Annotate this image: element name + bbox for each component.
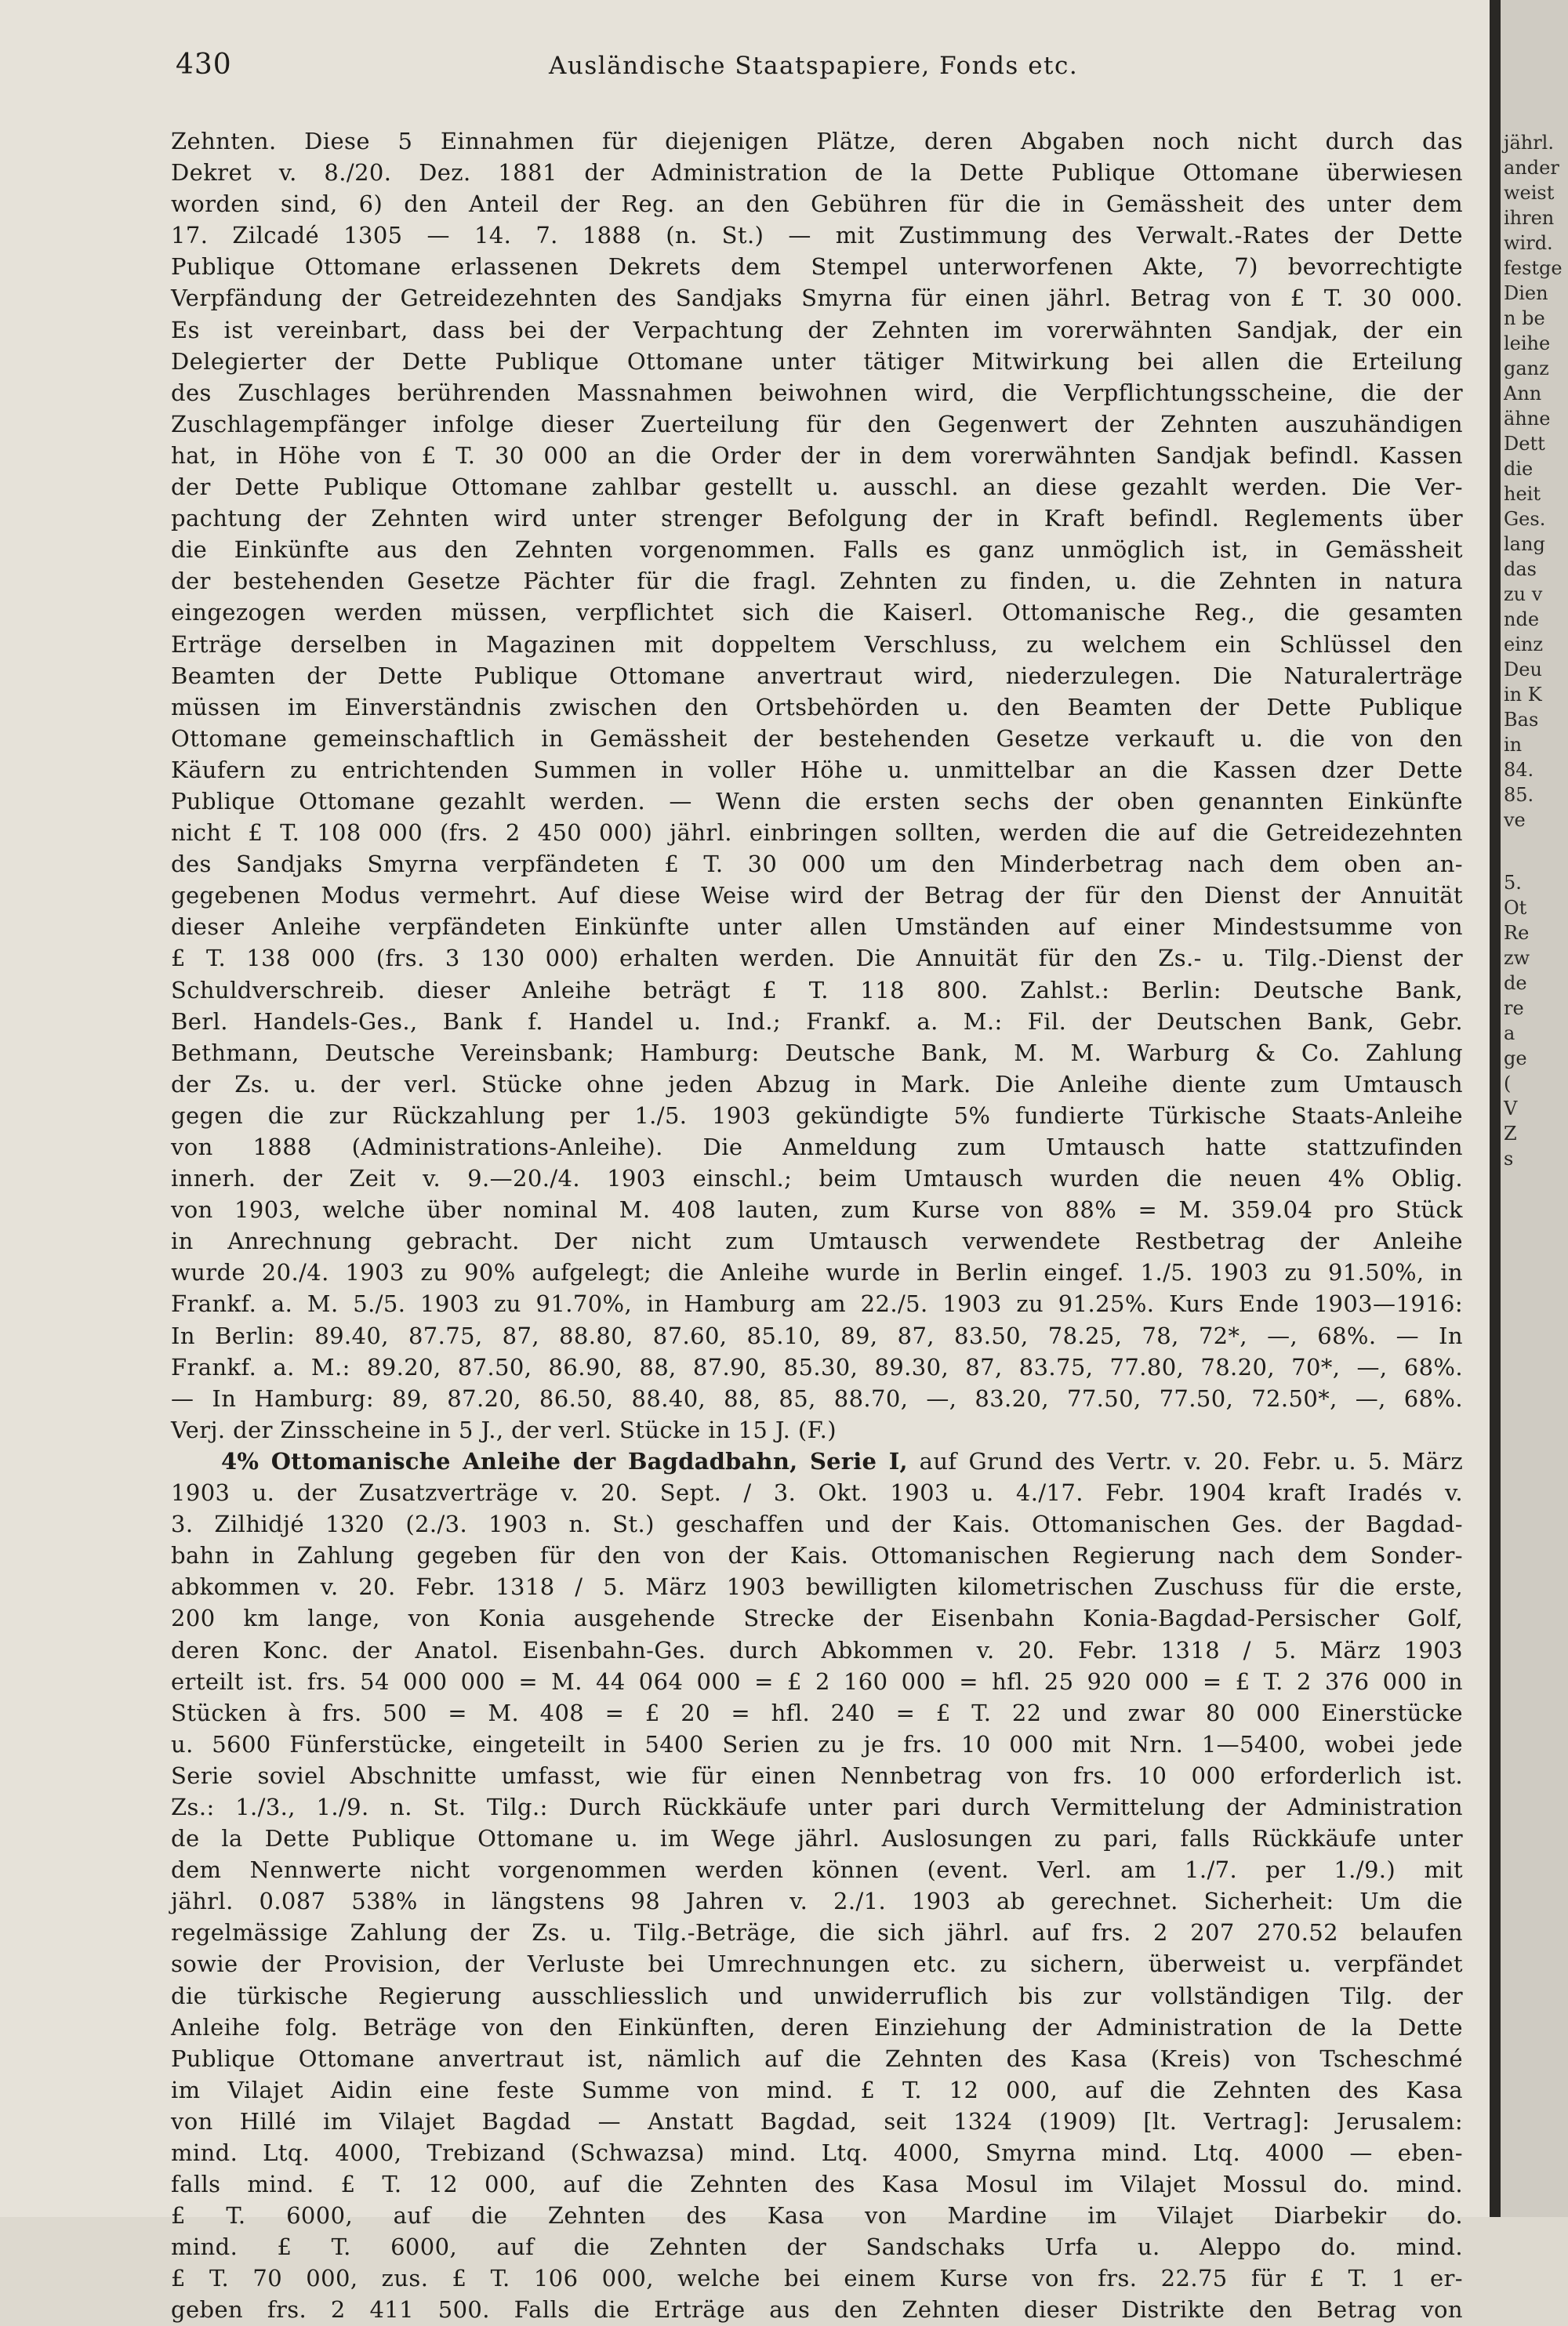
text-line: £ T. 138 000 (frs. 3 130 000) erhalten werden. Die Annuität für den Zs.- u. Tilg.-Dienst der [171, 945, 1463, 972]
adjacent-text: ( [1504, 1072, 1512, 1094]
text-line: Frankf. a. M. 5./5. 1903 zu 91.70%, in Hamburg am 22./5. 1903 zu 91.25%. Kurs Ende 1903—1916: [171, 1290, 1463, 1318]
adjacent-text: ander [1504, 157, 1559, 179]
page-number: 430 [176, 49, 232, 81]
text-line: dem Nennwerte nicht vorgenommen werden können (event. Verl. am 1./7. per 1./9.) mit [171, 1856, 1463, 1884]
text-line: Delegierter der Dette Publique Ottomane unter tätiger Mitwirkung bei allen die Erteilung [171, 347, 1463, 375]
text-line: müssen im Einverständnis zwischen den Ortsbehörden u. den Beamten der Dette Publique [171, 693, 1463, 720]
adjacent-text: Ges. [1504, 508, 1546, 530]
text-line: Publique Ottomane gezahlt werden. — Wenn die ersten sechs der oben genannten Einkünfte [171, 787, 1463, 815]
text-line: Bethmann, Deutsche Vereinsbank; Hamburg: Deutsche Bank, M. M. Warburg & Co. Zahlung [171, 1039, 1463, 1066]
text-line: von 1888 (Administrations-Anleihe). Die Anmeldung zum Umtausch hatte stattzufinden [171, 1134, 1463, 1160]
text-line: der bestehenden Gesetze Pächter für die fragl. Zehnten zu finden, u. die Zehnten in natura [171, 568, 1463, 595]
adjacent-text: leihe [1504, 332, 1551, 354]
adjacent-text: Z [1504, 1123, 1517, 1145]
adjacent-text: de [1504, 972, 1527, 994]
text-line: nicht £ T. 108 000 (frs. 2 450 000) jährl. einbringen sollten, werden die auf die Getreidezehnten [171, 819, 1463, 847]
text-line: gegebenen Modus vermehrt. Auf diese Weise wird der Betrag der für den Dienst der Annuität [171, 882, 1463, 909]
adjacent-text: V [1504, 1098, 1518, 1119]
text-line: in Anrechnung gebracht. Der nicht zum Umtausch verwendete Restbetrag der Anleihe [171, 1228, 1463, 1255]
text-line: hat, in Höhe von £ T. 30 000 an die Order der in dem vorerwähnten Sandjak befindl. Kassen [171, 441, 1463, 469]
text-line: deren Konc. der Anatol. Eisenbahn-Ges. durch Abkommen v. 20. Febr. 1318 / 5. März 1903 [171, 1636, 1463, 1664]
adjacent-text: s [1504, 1148, 1514, 1170]
text-line [171, 1446, 1463, 1477]
adjacent-text: in [1504, 734, 1523, 756]
text-line: In Berlin: 89.40, 87.75, 87, 88.80, 87.60, 85.10, 89, 87, 83.50, 78.25, 78, 72*, —, 68%. — In [171, 1322, 1463, 1349]
text-line: Verj. der Zinsscheine in 5 J., der verl. Stücke in 15 J. (F.) [171, 1416, 837, 1443]
text-line: de la Dette Publique Ottomane u. im Wege jährl. Auslosungen zu pari, falls Rückkäufe unter [171, 1825, 1463, 1852]
adjacent-text: einz [1504, 633, 1543, 655]
text-line: geben frs. 2 411 500. Falls die Erträge aus den Zehnten dieser Distrikte den Betrag von [171, 2296, 1463, 2324]
text-line: falls mind. £ T. 12 000, auf die Zehnten des Kasa Mosul im Vilajet Mossul do. mind. [171, 2171, 1463, 2198]
text-line: u. 5600 Fünferstücke, eingeteilt in 5400 Serien zu je frs. 10 000 mit Nrn. 1—5400, wobei jede [171, 1730, 1463, 1758]
adjacent-text: jährl. [1504, 132, 1554, 154]
adjacent-text: Bas [1504, 709, 1539, 731]
text-line: worden sind, 6) den Anteil der Reg. an den Gebühren für die in Gemässheit des unter dem [171, 191, 1463, 218]
text-line: wurde 20./4. 1903 zu 90% aufgelegt; die Anleihe wurde in Berlin eingef. 1./5. 1903 zu 91.50%, in [171, 1259, 1463, 1286]
adjacent-page-fragment [1501, 0, 1568, 2217]
text-line: Schuldverschreib. dieser Anleihe beträgt £ T. 118 800. Zahlst.: Berlin: Deutsche Bank, [171, 976, 1463, 1003]
adjacent-text: Dien [1504, 282, 1548, 304]
adjacent-text: lang [1504, 533, 1545, 555]
text-line: Erträge derselben in Magazinen mit doppeltem Verschluss, zu welchem ein Schlüssel den [171, 630, 1463, 658]
adjacent-text: ähne [1504, 408, 1551, 430]
text-line: Zuschlagempfänger infolge dieser Zuerteilung für den Gegenwert der Zehnten auszuhändigen [171, 410, 1463, 437]
paragraph-bagdadbahn [171, 1446, 1463, 2326]
text-line: Ottomane gemeinschaftlich in Gemässheit der bestehenden Gesetze verkauft u. die von den [171, 724, 1463, 752]
text-line: mind. £ T. 6000, auf die Zehnten der Sandschaks Urfa u. Aleppo do. mind. [171, 2233, 1463, 2261]
text-line: 200 km lange, von Konia ausgehende Strecke der Eisenbahn Konia-Bagdad-Persischer Golf, [171, 1605, 1463, 1632]
text-line: im Vilajet Aidin eine feste Summe von mind. £ T. 12 000, auf die Zehnten des Kasa [171, 2076, 1463, 2103]
text-line: der Zs. u. der verl. Stücke ohne jeden Abzug in Mark. Die Anleihe diente zum Umtausch [171, 1070, 1463, 1098]
text-line: die Einkünfte aus den Zehnten vorgenommen. Falls es ganz unmöglich ist, in Gemässheit [171, 536, 1463, 564]
adjacent-text: Dett [1504, 433, 1545, 455]
text-line: gegen die zur Rückzahlung per 1./5. 1903 gekündigte 5% fundierte Türkische Staats-Anleihe [171, 1101, 1463, 1129]
text-line: eingezogen werden müssen, verpflichtet sich die Kaiserl. Ottomanische Reg., die gesamten [171, 599, 1463, 626]
adjacent-text: zu v [1504, 583, 1543, 605]
adjacent-text: nde [1504, 608, 1540, 630]
text-line: abkommen v. 20. Febr. 1318 / 5. März 1903 bewilligten kilometrischen Zuschuss für die erste, [171, 1573, 1463, 1601]
page-gutter [1490, 0, 1501, 2217]
adjacent-text: weist [1504, 182, 1555, 204]
text-line: dieser Anleihe verpfändeten Einkünfte unter allen Umständen auf einer Mindestsumme von [171, 913, 1463, 941]
text-line: £ T. 6000, auf die Zehnten des Kasa von Mardine im Vilajet Diarbekir do. [171, 2202, 1463, 2230]
paragraph-dette-publique [171, 125, 1463, 1446]
text-line: jährl. 0.087 538% in längstens 98 Jahren v. 2./1. 1903 ab gerechnet. Sicherheit: Um die [171, 1888, 1463, 1915]
text-line: £ T. 70 000, zus. £ T. 106 000, welche bei einem Kurse von frs. 22.75 für £ T. 1 er- [171, 2265, 1463, 2292]
adjacent-text: wird. [1504, 232, 1553, 254]
text-line: Stücken à frs. 500 = M. 408 = £ 20 = hfl. 240 = £ T. 22 und zwar 80 000 Einerstücke [171, 1699, 1463, 1726]
text-line: Verpfändung der Getreidezehnten des Sandjaks Smyrna für einen jährl. Betrag von £ T. 30 000. [171, 285, 1463, 312]
text-line: Zehnten. Diese 5 Einnahmen für diejenigen Plätze, deren Abgaben noch nicht durch das [171, 128, 1463, 154]
text-line: der Dette Publique Ottomane zahlbar gestellt u. ausschl. an diese gezahlt werden. Die Ver- [171, 474, 1463, 501]
body-text [171, 125, 1463, 2326]
text-line: des Zuschlages berührenden Massnahmen beiwohnen wird, die Verpflichtungsscheine, die der [171, 379, 1463, 406]
text-line: Dekret v. 8./20. Dez. 1881 der Administration de la Dette Publique Ottomane überwiesen [171, 159, 1463, 187]
text-line: des Sandjaks Smyrna verpfändeten £ T. 30 000 um den Minderbetrag nach dem oben an- [171, 851, 1463, 878]
adjacent-text: 84. [1504, 759, 1534, 781]
adjacent-text: zw [1504, 947, 1530, 969]
adjacent-text: 85. [1504, 784, 1534, 806]
adjacent-text: a [1504, 1022, 1515, 1044]
text-line: regelmässige Zahlung der Zs. u. Tilg.-Beträge, die sich jährl. auf frs. 2 207 270.52 belaufen [171, 1919, 1463, 1947]
adjacent-text: heit [1504, 483, 1541, 505]
text-line: innerh. der Zeit v. 9.—20./4. 1903 einschl.; beim Umtausch wurden die neuen 4% Oblig. [171, 1165, 1463, 1192]
adjacent-text: Ann [1504, 383, 1542, 405]
adjacent-text: ganz [1504, 357, 1549, 379]
adjacent-text: Ot [1504, 897, 1527, 919]
adjacent-text: 5. [1504, 872, 1522, 894]
adjacent-text: ve [1504, 809, 1526, 831]
text-line: Käufern zu entrichtenden Summen in voller Höhe u. unmittelbar an die Kassen dzer Dette [171, 756, 1463, 783]
text-line: von Hillé im Vilajet Bagdad — Anstatt Bagdad, seit 1324 (1909) [lt. Vertrag]: Jerusalem: [171, 2107, 1463, 2135]
text-line: Frankf. a. M.: 89.20, 87.50, 86.90, 88, 87.90, 85.30, 89.30, 87, 83.75, 77.80, 78.20, 70*, —, 68%. [171, 1353, 1463, 1381]
text-line: Es ist vereinbart, dass bei der Verpachtung der Zehnten im vorerwähnten Sandjak, der ein [171, 316, 1463, 343]
adjacent-text: ge [1504, 1047, 1527, 1069]
adjacent-text: ihren [1504, 207, 1555, 229]
text-line: 1903 u. der Zusatzverträge v. 20. Sept. / 3. Okt. 1903 u. 4./17. Febr. 1904 kraft Iradés v. [171, 1479, 1463, 1507]
text-line: Publique Ottomane erlassenen Dekrets dem Stempel unterworfenen Akte, 7) bevorrechtigte [171, 253, 1463, 281]
text-line: die türkische Regierung ausschliesslich und unwiderruflich bis zur vollständigen Tilg. der [171, 1982, 1463, 2009]
adjacent-text: Re [1504, 922, 1530, 944]
text-line: Berl. Handels-Ges., Bank f. Handel u. Ind.; Frankf. a. M.: Fil. der Deutschen Bank, Gebr. [171, 1007, 1463, 1035]
section-heading: 4% Ottomanische Anleihe der Bagdadbahn, Serie I, [221, 1447, 908, 1475]
adjacent-text: Deu [1504, 659, 1542, 680]
text-line: Anleihe folg. Beträge von den Einkünften, deren Einziehung der Administration de la Dette [171, 2013, 1463, 2041]
adjacent-text: festge [1504, 257, 1563, 279]
adjacent-text: in K [1504, 684, 1542, 706]
adjacent-text: re [1504, 997, 1524, 1019]
heading-continuation: auf Grund des Vertr. v. 20. Febr. u. 5. März [907, 1447, 1463, 1475]
text-line: Zs.: 1./3., 1./9. n. St. Tilg.: Durch Rückkäufe unter pari durch Vermittelung der Administration [171, 1793, 1463, 1820]
text-line: — In Hamburg: 89, 87.20, 86.50, 88.40, 88, 85, 88.70, —, 83.20, 77.50, 77.50, 72.50*, —, 68%. [171, 1384, 1463, 1412]
text-line: 3. Zilhidjé 1320 (2./3. 1903 n. St.) geschaffen und der Kais. Ottomanischen Ges. der Bagdad- [171, 1511, 1463, 1538]
adjacent-text: die [1504, 458, 1534, 480]
text-line: 17. Zilcadé 1305 — 14. 7. 1888 (n. St.) — mit Zustimmung des Verwalt.-Rates der Dette [171, 222, 1463, 249]
adjacent-text: n be [1504, 307, 1545, 329]
running-title: Ausländische Staatspapiere, Fonds etc. [549, 52, 1079, 80]
text-line: erteilt ist. frs. 54 000 000 = M. 44 064 000 = £ 2 160 000 = hfl. 25 920 000 = £ T. 2 376 000 in [171, 1667, 1463, 1695]
text-line: von 1903, welche über nominal M. 408 lauten, zum Kurse von 88% = M. 359.04 pro Stück [171, 1196, 1463, 1224]
text-line: pachtung der Zehnten wird unter strenger Befolgung der in Kraft befindl. Reglements über [171, 505, 1463, 532]
text-line: Publique Ottomane anvertraut ist, nämlich auf die Zehnten des Kasa (Kreis) von Tscheschmé [171, 2045, 1463, 2072]
adjacent-text: das [1504, 558, 1537, 580]
text-line: Serie soviel Abschnitte umfasst, wie für einen Nennbetrag von frs. 10 000 erforderlich ist. [171, 1762, 1463, 1789]
text-line: bahn in Zahlung gegeben für den von der Kais. Ottomanischen Regierung nach dem Sonder- [171, 1542, 1463, 1569]
text-line: mind. Ltq. 4000, Trebizand (Schwazsa) mind. Ltq. 4000, Smyrna mind. Ltq. 4000 — eben- [171, 2139, 1463, 2166]
text-line: Beamten der Dette Publique Ottomane anvertraut wird, niederzulegen. Die Naturalerträge [171, 662, 1463, 689]
text-line: sowie der Provision, der Verluste bei Umrechnungen etc. zu sichern, überweist u. verpfändet [171, 1950, 1463, 1978]
